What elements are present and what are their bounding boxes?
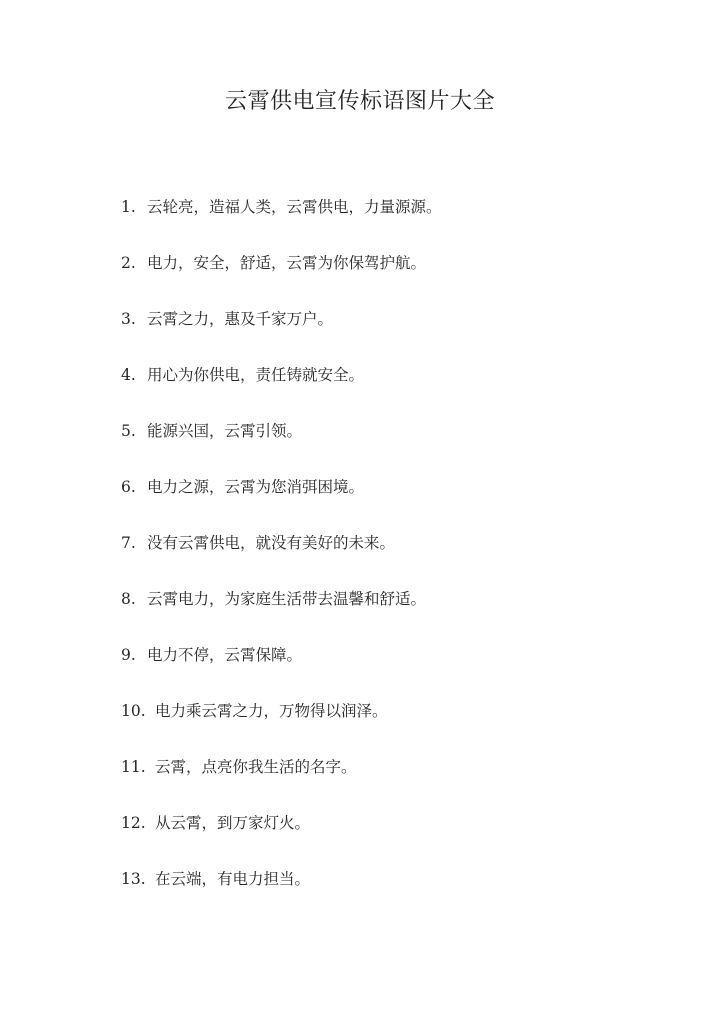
item-number: 3. — [121, 310, 136, 328]
list-item — [121, 252, 661, 308]
item-number: 6. — [121, 478, 136, 496]
item-text: 云轮亮，造福人类，云霄供电，力量源源。 — [147, 198, 442, 216]
item-number: 13. — [121, 870, 146, 888]
list-item — [121, 868, 661, 924]
list-item — [121, 196, 661, 252]
item-number: 8. — [121, 590, 136, 608]
item-number: 10. — [121, 702, 146, 720]
item-number: 1. — [121, 198, 136, 216]
item-text: 电力不停，云霄保障。 — [147, 646, 303, 664]
item-text: 电力，安全，舒适，云霄为你保驾护航。 — [147, 254, 427, 272]
list-item — [121, 756, 661, 812]
item-number: 4. — [121, 366, 136, 384]
item-text: 云霄电力，为家庭生活带去温馨和舒适。 — [147, 590, 427, 608]
item-number: 9. — [121, 646, 136, 664]
page-title: 云霄供电宣传标语图片大全 — [224, 89, 495, 114]
item-text: 电力之源，云霄为您消弭困境。 — [147, 478, 365, 496]
item-text: 电力乘云霄之力，万物得以润泽。 — [155, 702, 388, 720]
list-item — [121, 644, 661, 700]
list-item — [121, 476, 661, 532]
item-text: 从云霄，到万家灯火。 — [155, 814, 311, 832]
list-item — [121, 420, 661, 476]
list-item — [121, 588, 661, 644]
item-number: 5. — [121, 422, 136, 440]
list-item — [121, 364, 661, 420]
item-text: 云霄，点亮你我生活的名字。 — [155, 758, 357, 776]
list-item — [121, 532, 661, 588]
list-item — [121, 812, 661, 868]
item-number: 11. — [121, 758, 146, 776]
item-number: 2. — [121, 254, 136, 272]
list-item — [121, 700, 661, 756]
item-number: 12. — [121, 814, 146, 832]
item-text: 没有云霄供电，就没有美好的未来。 — [147, 534, 396, 552]
item-text: 用心为你供电，责任铸就安全。 — [147, 366, 365, 384]
item-number: 7. — [121, 534, 136, 552]
item-text: 能源兴国，云霄引领。 — [147, 422, 303, 440]
item-text: 云霄之力，惠及千家万户。 — [147, 310, 334, 328]
list-item — [121, 308, 661, 364]
slogan-list — [121, 196, 661, 924]
item-text: 在云端，有电力担当。 — [155, 870, 311, 888]
